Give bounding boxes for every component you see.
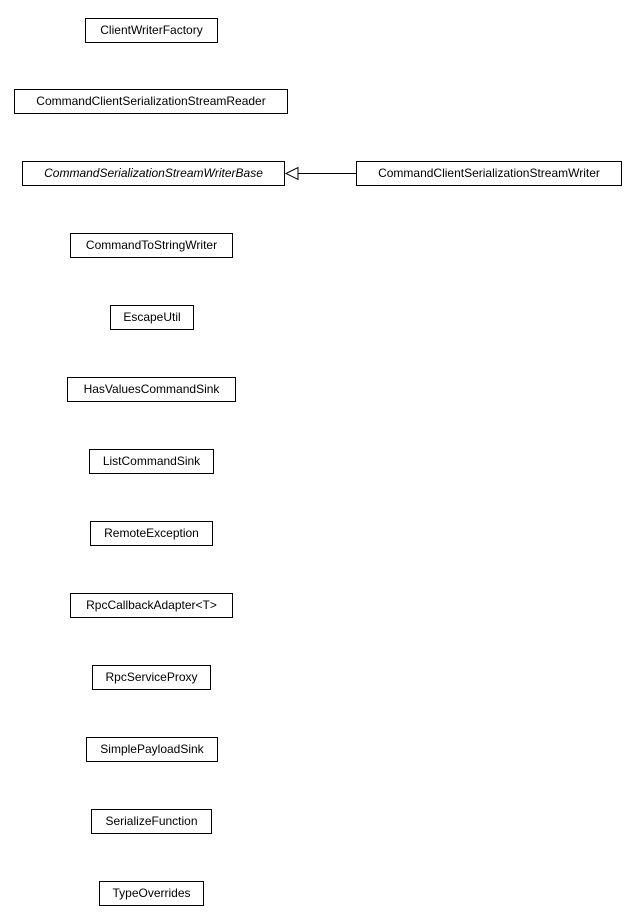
class-box-listcommandsink[interactable]: ListCommandSink (89, 449, 214, 474)
class-box-typeoverrides[interactable]: TypeOverrides (99, 881, 204, 906)
extends-arrow (285, 161, 356, 186)
hollow-triangle-arrowhead (286, 168, 298, 180)
class-box-simplepayloadsink[interactable]: SimplePayloadSink (86, 737, 218, 762)
class-box-hasvaluescommandsink[interactable]: HasValuesCommandSink (67, 377, 236, 402)
class-box-rpccallbackadapter[interactable]: RpcCallbackAdapter<T> (70, 593, 233, 618)
class-box-commandclientserializationstreamwriter[interactable]: CommandClientSerializationStreamWriter (356, 161, 622, 186)
class-box-commandtostringwriter[interactable]: CommandToStringWriter (70, 233, 233, 258)
class-box-commandclientserializationstreamreader[interactable]: CommandClientSerializationStreamReader (14, 89, 288, 114)
class-box-escapeutil[interactable]: EscapeUtil (110, 305, 194, 330)
class-box-commandserializationstreamwriterbase[interactable]: CommandSerializationStreamWriterBase (22, 161, 285, 186)
class-box-remoteexception[interactable]: RemoteException (90, 521, 213, 546)
class-box-clientwriterfactory[interactable]: ClientWriterFactory (85, 18, 218, 43)
class-box-rpcserviceproxy[interactable]: RpcServiceProxy (92, 665, 211, 690)
class-box-serializefunction[interactable]: SerializeFunction (91, 809, 212, 834)
